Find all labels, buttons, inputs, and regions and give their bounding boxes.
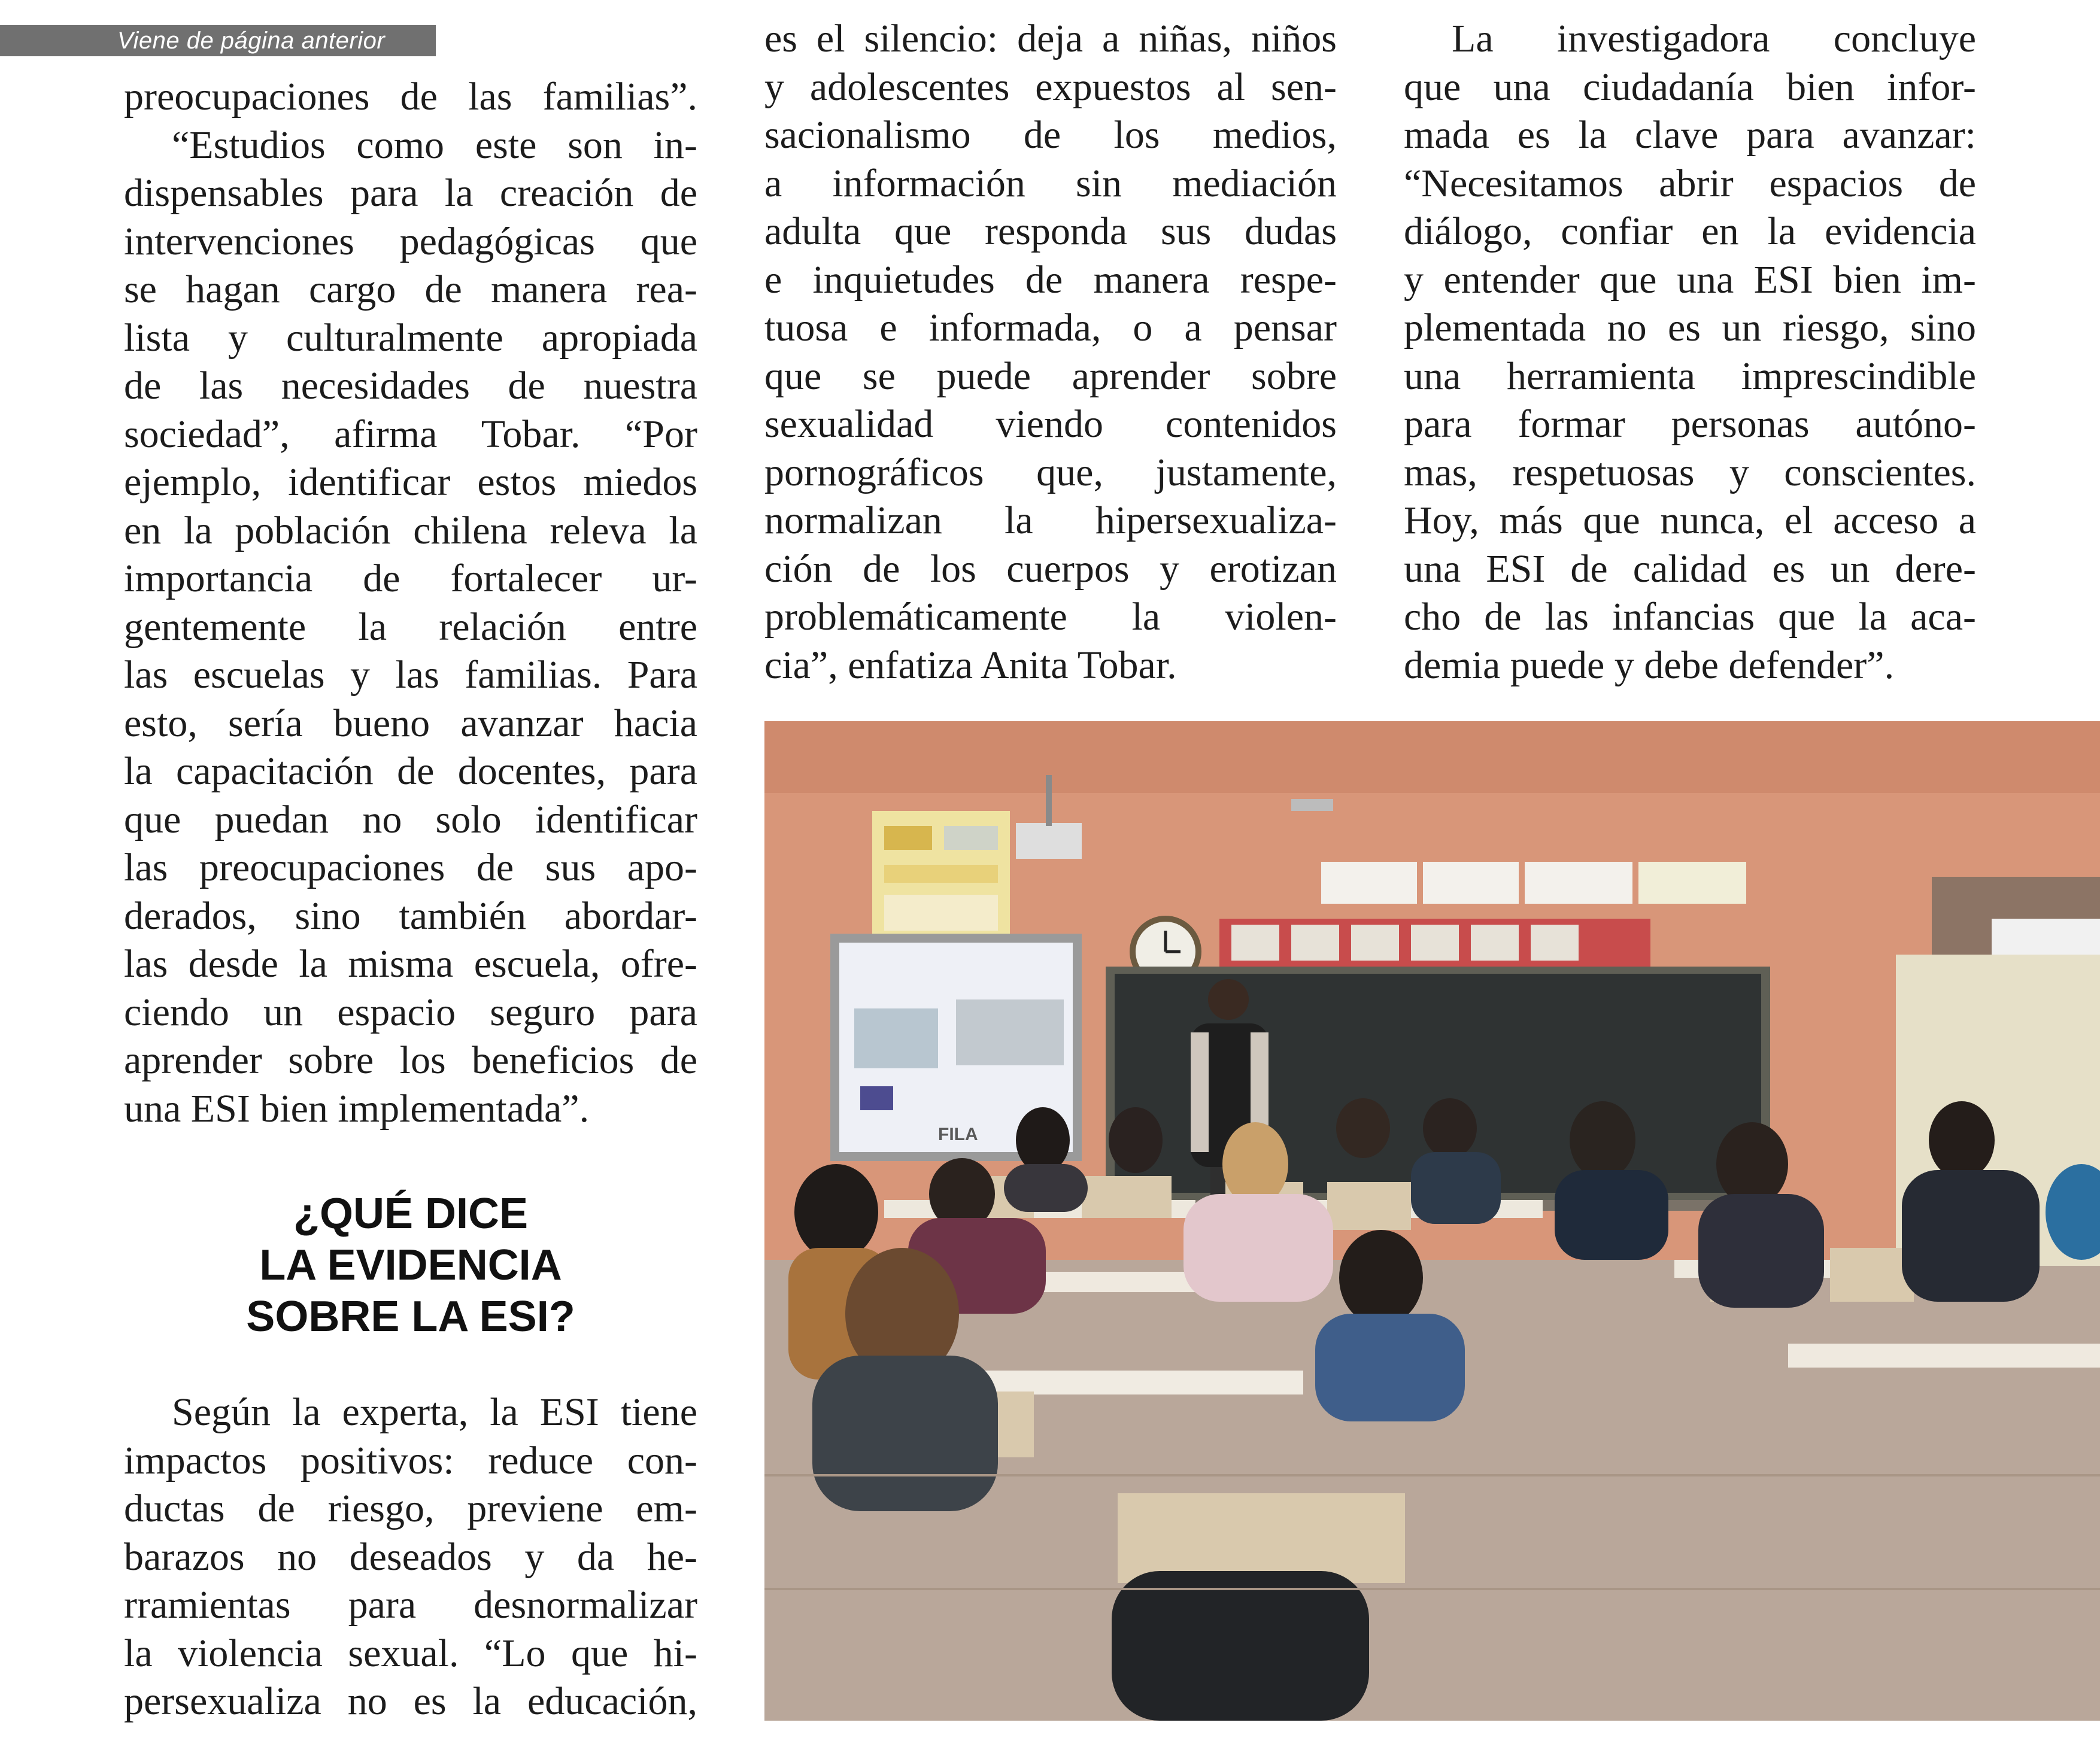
text-line: mas, respetuosas y conscientes. — [1404, 450, 1976, 494]
text-line: es el silencio: deja a niñas, niños — [764, 17, 1337, 60]
text-line: Hoy, más que nunca, el acceso a — [1404, 499, 1976, 542]
text-line: en la población chilena releva la — [124, 508, 697, 552]
text-line: la violencia sexual. “Lo que hi- — [124, 1631, 697, 1675]
text-line: se hagan cargo de manera rea- — [124, 268, 697, 311]
text-line: ductas de riesgo, previene em- — [124, 1487, 697, 1530]
heading-line: SOBRE LA ESI? — [246, 1293, 575, 1341]
text-line: de las necesidades de nuestra — [124, 364, 697, 408]
text-line: esto, sería bueno avanzar hacia — [124, 701, 697, 745]
text-line: demia puede y debe defender”. — [1404, 643, 1895, 687]
text-line: “Necesitamos abrir espacios de — [1404, 161, 1976, 205]
text-line: problemáticamente la violen- — [764, 595, 1337, 639]
text-line: “Estudios como este son in- — [172, 123, 697, 167]
article-column-3 — [1404, 15, 1976, 689]
text-line: cho de las infancias que la aca- — [1404, 595, 1976, 639]
text-line: Según la experta, la ESI tiene — [172, 1390, 697, 1434]
text-line: tuosa e informada, o a pensar — [764, 306, 1337, 350]
text-line: una ESI de calidad es un dere- — [1404, 546, 1976, 591]
text-line: normalizan la hipersexualiza- — [764, 499, 1337, 542]
screen-brand-label: FILA — [938, 1125, 978, 1144]
continuation-tab: Viene de página anterior — [0, 25, 436, 56]
text-line: persexualiza no es la educación, — [124, 1679, 697, 1723]
text-line: adulta que responda sus dudas — [764, 209, 1337, 253]
text-line: las desde la misma escuela, ofre- — [124, 942, 697, 986]
text-line: las escuelas y las familias. Para — [124, 653, 697, 697]
text-line: a información sin mediación — [764, 161, 1337, 205]
text-line: sociedad”, afirma Tobar. “Por — [124, 412, 697, 456]
text-line: que una ciudadanía bien infor- — [1404, 65, 1976, 109]
classroom-photo — [764, 721, 2100, 1721]
section-heading — [124, 1188, 697, 1342]
text-line: derados, sino también abordar- — [124, 894, 697, 938]
article-column-1 — [124, 73, 697, 1133]
text-line: que se puede aprender sobre — [764, 354, 1337, 398]
text-line: para formar personas autóno- — [1404, 402, 1976, 446]
text-line: pornográficos que, justamente, — [764, 450, 1337, 494]
text-line: e inquietudes de manera respe- — [764, 257, 1337, 302]
text-line: preocupaciones de las familias”. — [124, 75, 697, 119]
article-column-2 — [764, 15, 1337, 689]
text-line: y adolescentes expuestos al sen- — [764, 65, 1337, 109]
text-line: ciendo un espacio seguro para — [124, 990, 697, 1034]
text-line: ejemplo, identificar estos miedos — [124, 460, 697, 504]
text-line: importancia de fortalecer ur- — [124, 557, 697, 600]
text-line: diálogo, confiar en la evidencia — [1404, 209, 1976, 253]
text-line: lista y culturalmente apropiada — [124, 315, 697, 360]
text-line: plementada no es un riesgo, sino — [1404, 306, 1976, 350]
heading-line: LA EVIDENCIA — [259, 1241, 562, 1289]
heading-line: ¿QUÉ DICE — [293, 1190, 529, 1238]
text-line: ción de los cuerpos y erotizan — [764, 546, 1337, 591]
text-line: aprender sobre los beneficios de — [124, 1038, 697, 1082]
text-line: una herramienta imprescindible — [1404, 354, 1976, 398]
text-line: una ESI bien implementada”. — [124, 1086, 590, 1131]
text-line: barazos no deseados y da he- — [124, 1535, 697, 1579]
text-line: y entender que una ESI bien im- — [1404, 257, 1976, 302]
text-line: intervenciones pedagógicas que — [124, 219, 697, 263]
text-line: sacionalismo de los medios, — [764, 113, 1337, 157]
text-line: mada es la clave para avanzar: — [1404, 113, 1976, 157]
text-line: las preocupaciones de sus apo- — [124, 846, 697, 889]
text-line: La investigadora concluye — [1452, 17, 1976, 60]
text-line: la capacitación de docentes, para — [124, 749, 697, 793]
article-column-1-continued — [124, 1389, 697, 1726]
text-line: dispensables para la creación de — [124, 171, 697, 215]
text-line: que puedan no solo identificar — [124, 797, 697, 841]
text-line: cia”, enfatiza Anita Tobar. — [764, 643, 1177, 687]
text-line: impactos positivos: reduce con- — [124, 1438, 697, 1482]
text-line: sexualidad viendo contenidos — [764, 402, 1337, 446]
text-line: gentemente la relación entre — [124, 604, 697, 649]
text-line: rramientas para desnormalizar — [124, 1583, 697, 1627]
